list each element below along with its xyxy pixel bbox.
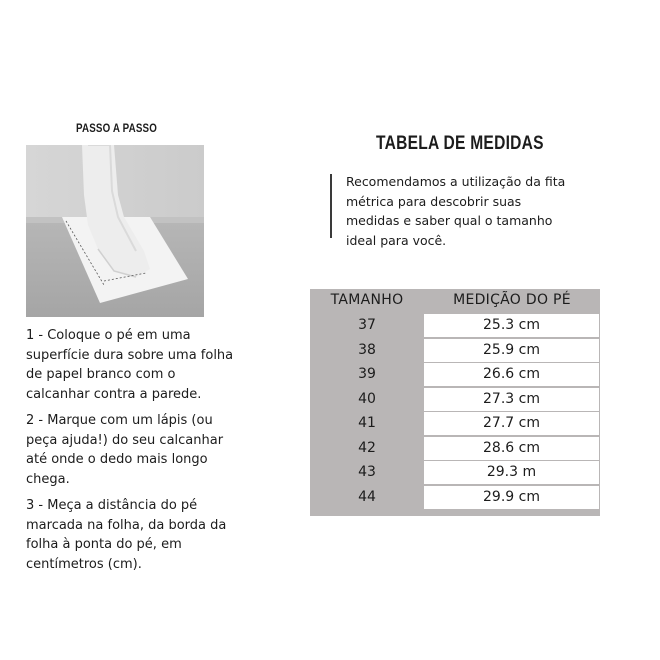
size-cell: 42: [358, 439, 376, 456]
size-table: [310, 289, 600, 516]
table-row: [310, 412, 600, 437]
table-row: [310, 314, 600, 339]
foot-measurement-photo: [26, 145, 204, 317]
table-row: [310, 363, 600, 388]
size-cell: 44: [358, 488, 376, 505]
size-table-title: TABELA DE MEDIDAS: [376, 133, 544, 154]
step-2: 2 - Marque com um lápis (ou peça ajuda!) do seu calcanhar até onde o dedo mais longo chega.: [26, 413, 224, 487]
intro-text: Recomendamos a utilização da fita métrica para descobrir suas medidas e saber qual o tamanho ideal para você.: [346, 174, 566, 248]
size-cell: 39: [358, 366, 376, 382]
size-cell: 38: [358, 341, 376, 358]
table-body: [310, 314, 600, 510]
step-1: 1 - Coloque o pé em uma superfície dura sobre uma folha de papel branco com o calcanhar contra a parede.: [26, 328, 234, 402]
size-cell: 43: [358, 464, 376, 480]
size-cell: 41: [358, 415, 376, 431]
table-row: [310, 388, 600, 413]
table-row: [310, 461, 600, 486]
table-row: [310, 339, 600, 364]
measure-cell: 25.3 cm: [424, 314, 599, 337]
measure-cell: 27.7 cm: [424, 412, 599, 435]
measure-cell: 27.3 cm: [424, 388, 599, 411]
header-size: TAMANHO: [330, 292, 404, 308]
table-row: [310, 486, 600, 511]
size-cell: 40: [358, 390, 376, 407]
step-by-step-title: PASSO A PASSO: [76, 123, 157, 135]
table-header: [310, 289, 600, 313]
measure-cell: 29.3 m: [424, 461, 599, 484]
step-3: 3 - Meça a distância do pé marcada na folha, da borda da folha à ponta do pé, em centímetros (cm).: [26, 498, 227, 572]
measure-cell: 28.6 cm: [424, 437, 599, 460]
instructions: [26, 326, 241, 581]
measure-cell: 25.9 cm: [424, 339, 599, 362]
size-cell: 37: [358, 317, 376, 333]
header-measure: MEDIÇÃO DO PÉ: [453, 292, 571, 308]
table-row: [310, 437, 600, 462]
measure-cell: 26.6 cm: [424, 363, 599, 386]
intro-block: [330, 174, 571, 248]
measure-cell: 29.9 cm: [424, 486, 599, 509]
